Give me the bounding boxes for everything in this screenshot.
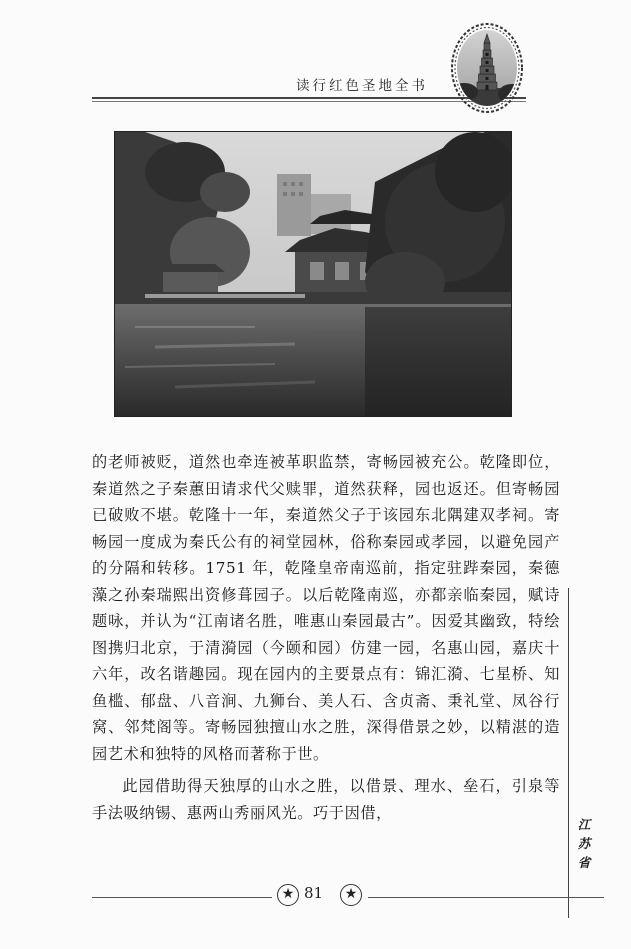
book-title: 读行红色圣地全书	[296, 78, 428, 94]
body-paragraph-1: 的老师被贬，道然也牵连被革职监禁，寄畅园被充公。乾隆即位，秦道然之子秦蕙田请求代父赎罪，道然获释，园也返还。但寄畅园已破败不堪。乾隆十一年，秦道然父子于该园东北隅建双孝祠。寄畅园一度成为秦氏公有的祠堂园林，俗称秦园或孝园，以避免园产的分隔和转移。1751 年，乾隆皇帝南巡前，指定驻跸秦园，秦德藻之孙秦瑞熙出资修葺园子。以后乾隆南巡，亦都亲临秦园，赋诗题咏，并认为“江南诸名胜，唯惠山秦园最古”。因爱其幽致，特绘图携归北京，于清漪园（今颐和园）仿建一园，名惠山园，嘉庆十六年，改名谐趣园。现在园内的主要景点有：锦汇漪、七星桥、知鱼槛、郁盘、八音涧、九狮台、美人石、含贞斋、秉礼堂、凤谷行窝、邻梵阁等。寄畅园独擅山水之胜，深得借景之妙，以精湛的造园艺术和独特的风格而著称于世。	[92, 453, 560, 763]
garden-pavilion-photo	[114, 131, 512, 417]
star-icon: ★	[277, 884, 299, 906]
page-number: 81	[304, 884, 324, 902]
footer-rule-left	[92, 897, 272, 898]
garden-pavilion-photo-drawing	[115, 132, 511, 416]
star-icon: ★	[340, 884, 362, 906]
body-text	[92, 449, 560, 826]
footer-rule-right	[368, 897, 604, 898]
side-rule	[568, 588, 569, 918]
province-tag: 江苏省	[577, 817, 591, 870]
pagoda-emblem-icon	[450, 22, 524, 114]
body-paragraph-2: 此园借助得天独厚的山水之胜，以借景、理水、垒石，引泉等手法吸纳锡、惠两山秀丽风光。巧于因借，	[92, 777, 560, 822]
